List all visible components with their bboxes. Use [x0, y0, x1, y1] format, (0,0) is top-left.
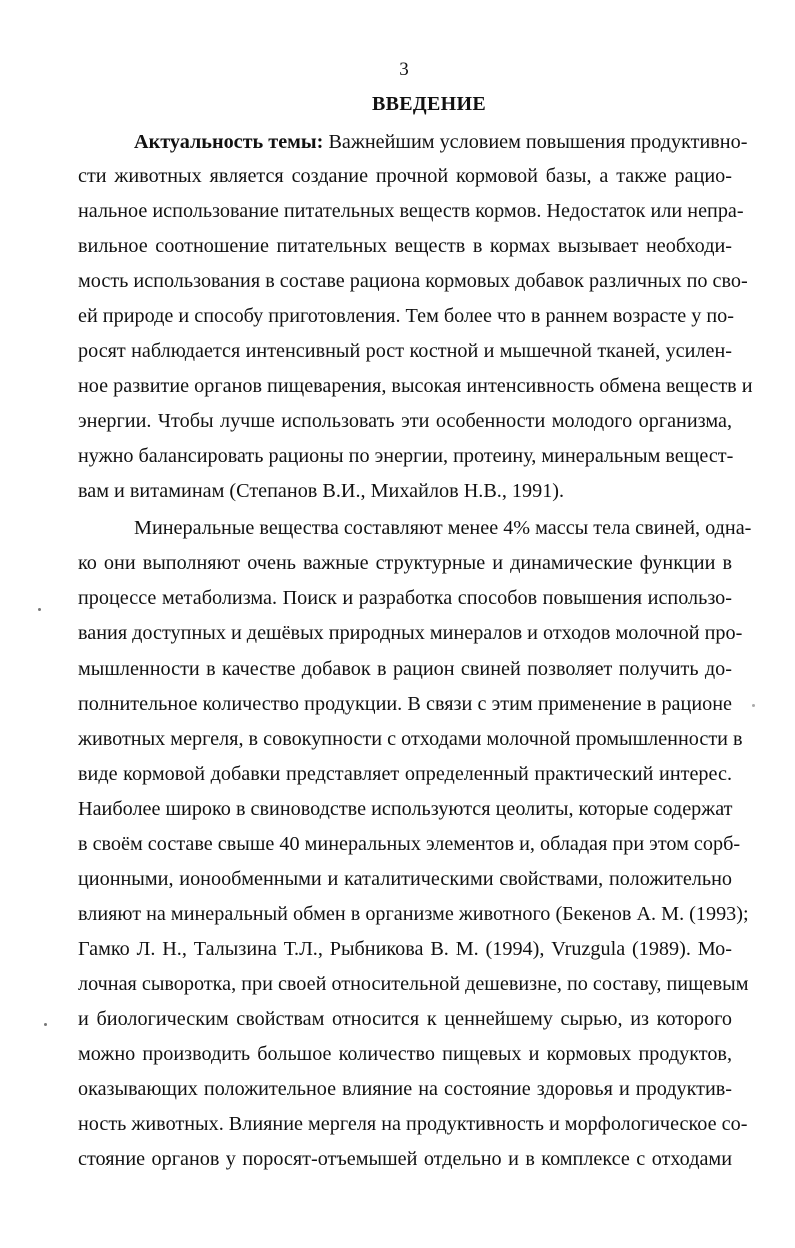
scan-speck [44, 1023, 47, 1026]
paragraph-2-line-7: животных мергеля, в совокупности с отходами молочной промышленности в [78, 728, 743, 750]
paragraph-2-line-2: ко они выполняют очень важные структурные и динамические функции в [78, 552, 732, 574]
paragraph-1-line-1-text: Важнейшим условием повышения продуктивно- [323, 131, 748, 153]
lead-term: Актуальность темы: [134, 131, 324, 153]
paragraph-2-line-4: вания доступных и дешёвых природных минералов и отходов молочной про- [78, 622, 743, 644]
paragraph-1-line-1 [134, 129, 748, 155]
paragraph-1-line-10: нужно балансировать рационы по энергии, протеину, минеральным вещест- [78, 445, 734, 467]
paragraph-2-line-3: процессе метаболизма. Поиск и разработка способов повышения использо- [78, 587, 732, 609]
paragraph-2-line-1: Минеральные вещества составляют менее 4% массы тела свиней, одна- [134, 517, 752, 539]
paragraph-1-line-8: ное развитие органов пищеварения, высокая интенсивность обмена веществ и [78, 375, 753, 397]
paragraph-2-line-17: оказывающих положительное влияние на состояние здоровья и продуктив- [78, 1078, 732, 1100]
paragraph-1-line-11: вам и витаминам (Степанов В.И., Михайлов Н.В., 1991). [78, 480, 565, 502]
paragraph-2-line-19: стояние органов у поросят-отъемышей отдельно и в комплексе с отходами [78, 1148, 732, 1170]
paragraph-2-line-8: виде кормовой добавки представляет определенный практический интерес. [78, 763, 732, 785]
paragraph-2-line-10: в своём составе свыше 40 минеральных элементов и, обладая при этом сорб- [78, 833, 741, 855]
paragraph-1-line-4: вильное соотношение питательных веществ в кормах вызывает необходи- [78, 235, 732, 257]
scan-speck [38, 608, 41, 611]
paragraph-2-line-14: лочная сыворотка, при своей относительной дешевизне, по составу, пищевым [78, 973, 749, 995]
paragraph-2-line-13: Гамко Л. Н., Талызина Т.Л., Рыбникова В. М. (1994), Vruzgula (1989). Мо- [78, 938, 732, 960]
paragraph-2-line-15: и биологическим свойствам относится к ценнейшему сырью, из которого [78, 1008, 732, 1030]
paragraph-2-line-16: можно производить большое количество пищевых и кормовых продуктов, [78, 1043, 732, 1065]
paragraph-1-line-9: энергии. Чтобы лучше использовать эти особенности молодого организма, [78, 410, 732, 432]
paragraph-2-line-6: полнительное количество продукции. В связи с этим применение в рационе [78, 693, 732, 715]
paragraph-1-line-3: нальное использование питательных веществ кормов. Недостаток или непра- [78, 200, 744, 222]
section-heading: ВВЕДЕНИЕ [372, 93, 486, 115]
paragraph-2-line-9: Наиболее широко в свиноводстве используются цеолиты, которые содержат [78, 798, 733, 820]
paragraph-2-line-18: ность животных. Влияние мергеля на продуктивность и морфологическое со- [78, 1113, 748, 1135]
paragraph-2-line-11: ционными, ионообменными и каталитическими свойствами, положительно [78, 868, 732, 890]
paragraph-1-line-7: росят наблюдается интенсивный рост костной и мышечной тканей, усилен- [78, 340, 732, 362]
paragraph-2-line-12: влияют на минеральный обмен в организме животного (Бекенов А. М. (1993); [78, 903, 749, 925]
scan-speck [752, 704, 755, 707]
paragraph-1-line-6: ей природе и способу приготовления. Тем более что в раннем возрасте у по- [78, 305, 734, 327]
page-number: 3 [399, 59, 409, 80]
paragraph-2-line-5: мышленности в качестве добавок в рацион свиней позволяет получить до- [78, 658, 732, 680]
paragraph-1-line-2: сти животных является создание прочной кормовой базы, а также рацио- [78, 165, 732, 187]
paragraph-1-line-5: мость использования в составе рациона кормовых добавок различных по сво- [78, 270, 748, 292]
